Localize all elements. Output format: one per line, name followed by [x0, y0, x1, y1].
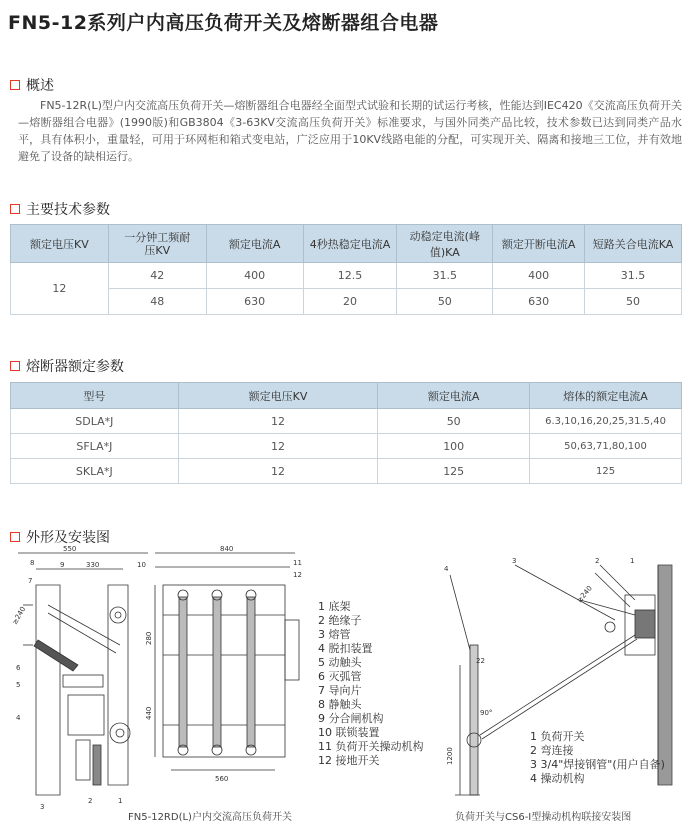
table-cell: 400 [206, 263, 303, 289]
table-row [11, 409, 682, 434]
callout-numbers [16, 559, 122, 811]
legend-item: 1 负荷开关 [530, 730, 585, 743]
legend-item: 11 负荷开关操动机构 [318, 740, 424, 753]
legend-item: 2 绝缘子 [318, 614, 362, 627]
square-bullet-icon [10, 361, 20, 371]
front-view-drawing [135, 545, 310, 795]
table-cell: 50 [378, 409, 530, 434]
legend-item: 2 弯连接 [530, 744, 574, 757]
callout: 11 [293, 559, 302, 567]
params-heading: 主要技术参数 [10, 199, 110, 219]
legend-item: 6 灭弧管 [318, 670, 362, 683]
col-fuse-current: 熔体的额定电流A [530, 383, 682, 409]
dim-label: ≥240 [575, 584, 594, 605]
col-rated-current: 额定电流A [378, 383, 530, 409]
dim-label: 90° [480, 709, 493, 717]
square-bullet-icon [10, 204, 20, 214]
table-cell: 31.5 [397, 263, 493, 289]
table-cell: SDLA*J [11, 409, 179, 434]
legend-item: 1 底架 [318, 600, 351, 613]
callout: 2 [88, 797, 93, 805]
col-breaking: 额定开断电流A [493, 225, 585, 263]
table-cell: SFLA*J [11, 434, 179, 459]
page-title: FN5-12系列户内高压负荷开关及熔断器组合电器 [8, 12, 439, 34]
dim-label: 840 [220, 545, 234, 553]
drawing-heading: 外形及安装图 [10, 527, 110, 547]
table-cell: 12.5 [303, 263, 397, 289]
table-cell: 12 [178, 434, 378, 459]
col-model: 型号 [11, 383, 179, 409]
legend-item: 3 3/4"焊接钢管"(用户自备) [530, 758, 665, 771]
legend-item: 7 导向片 [318, 684, 362, 697]
legend-left [318, 600, 424, 768]
table-cell: 12 [178, 459, 378, 484]
col-withstand: 一分钟工频耐压KV [108, 225, 206, 263]
table-cell: 400 [493, 263, 585, 289]
legend-item: 5 动触头 [318, 656, 362, 669]
table-cell: 50 [397, 289, 493, 315]
col-current: 额定电流A [206, 225, 303, 263]
dim-label: 22 [476, 657, 485, 665]
callout: 7 [28, 577, 33, 585]
callout: 9 [60, 561, 65, 569]
table-cell: 100 [378, 434, 530, 459]
callout: 12 [293, 571, 302, 579]
table-header-row [11, 225, 682, 263]
callout: 3 [512, 557, 517, 565]
square-bullet-icon [10, 80, 20, 90]
table-cell: 125 [530, 459, 682, 484]
fuse-heading: 熔断器额定参数 [10, 356, 124, 376]
legend-right [530, 730, 665, 786]
dim-label: 1200 [446, 747, 454, 765]
table-row [11, 263, 682, 289]
caption-right: 负荷开关与CS6-Ⅰ型操动机构联接安装图 [455, 812, 632, 823]
col-making: 短路关合电流KA [585, 225, 682, 263]
table-cell: 42 [108, 263, 206, 289]
table-cell: 630 [493, 289, 585, 315]
callout: 10 [137, 561, 146, 569]
fuse-table [10, 382, 682, 484]
table-row [11, 459, 682, 484]
table-cell: SKLA*J [11, 459, 179, 484]
dim-label: 280 [145, 631, 153, 645]
square-bullet-icon [10, 532, 20, 542]
callout: 4 [444, 565, 449, 573]
col-thermal: 4秒热稳定电流A [303, 225, 397, 263]
callout: 2 [595, 557, 600, 565]
table-cell: 12 [11, 263, 109, 315]
col-voltage: 额定电压KV [11, 225, 109, 263]
callout: 1 [630, 557, 635, 565]
callout: 3 [40, 803, 45, 811]
table-cell: 31.5 [585, 263, 682, 289]
table-cell: 630 [206, 289, 303, 315]
col-dynamic: 动稳定电流(峰值)KA [397, 225, 493, 263]
legend-item: 10 联锁装置 [318, 726, 380, 739]
legend-item: 9 分合闸机构 [318, 712, 384, 725]
dim-label: ≥240 [10, 605, 28, 626]
dim-label: 330 [86, 561, 100, 569]
callout: 4 [16, 714, 21, 722]
caption-left: FN5-12RD(L)户内交流高压负荷开关 [128, 812, 292, 823]
dimension-labels [11, 545, 100, 626]
table-cell: 50,63,71,80,100 [530, 434, 682, 459]
legend-item: 4 操动机构 [530, 772, 585, 785]
legend-item: 4 脱扣装置 [318, 642, 373, 655]
callout-numbers [137, 559, 302, 579]
table-cell: 6.3,10,16,20,25,31.5,40 [530, 409, 682, 434]
legend-item: 12 接地开关 [318, 754, 380, 767]
dim-label: 560 [215, 775, 229, 783]
table-cell: 48 [108, 289, 206, 315]
table-header-row [11, 383, 682, 409]
table-cell: 125 [378, 459, 530, 484]
legend-item: 3 熔管 [318, 628, 351, 641]
table-cell: 50 [585, 289, 682, 315]
table-cell: 12 [178, 409, 378, 434]
callout: 1 [118, 797, 123, 805]
table-cell: 20 [303, 289, 397, 315]
params-table [10, 224, 682, 315]
col-rated-voltage: 额定电压KV [178, 383, 378, 409]
callout: 5 [16, 681, 21, 689]
table-row [11, 289, 682, 315]
callout: 8 [30, 559, 35, 567]
overview-text: FN5-12R(L)型户内交流高压负荷开关—熔断器组合电器经全面型式试验和长期的试运行考核，性能达到IEC420《交流高压负荷开关—熔断器组合电器》(1990版)和GB3804《3-63KV交流高压负荷开关》标准要求，与国外同类产品比较，技术参数已达到同类产品水平，具有体积小，重量轻，可用于环网柜和箱式变电站，广泛应用于10KV线路电能的分配，可实现开关、隔离和接地三工位，并有效地避免了设备的缺相运行。 [18, 99, 682, 163]
legend-item: 8 静触头 [318, 698, 362, 711]
table-row [11, 434, 682, 459]
dim-label: 440 [145, 706, 153, 720]
callout: 6 [16, 664, 21, 672]
dim-label: 550 [63, 545, 77, 553]
overview-heading: 概述 [10, 75, 54, 95]
